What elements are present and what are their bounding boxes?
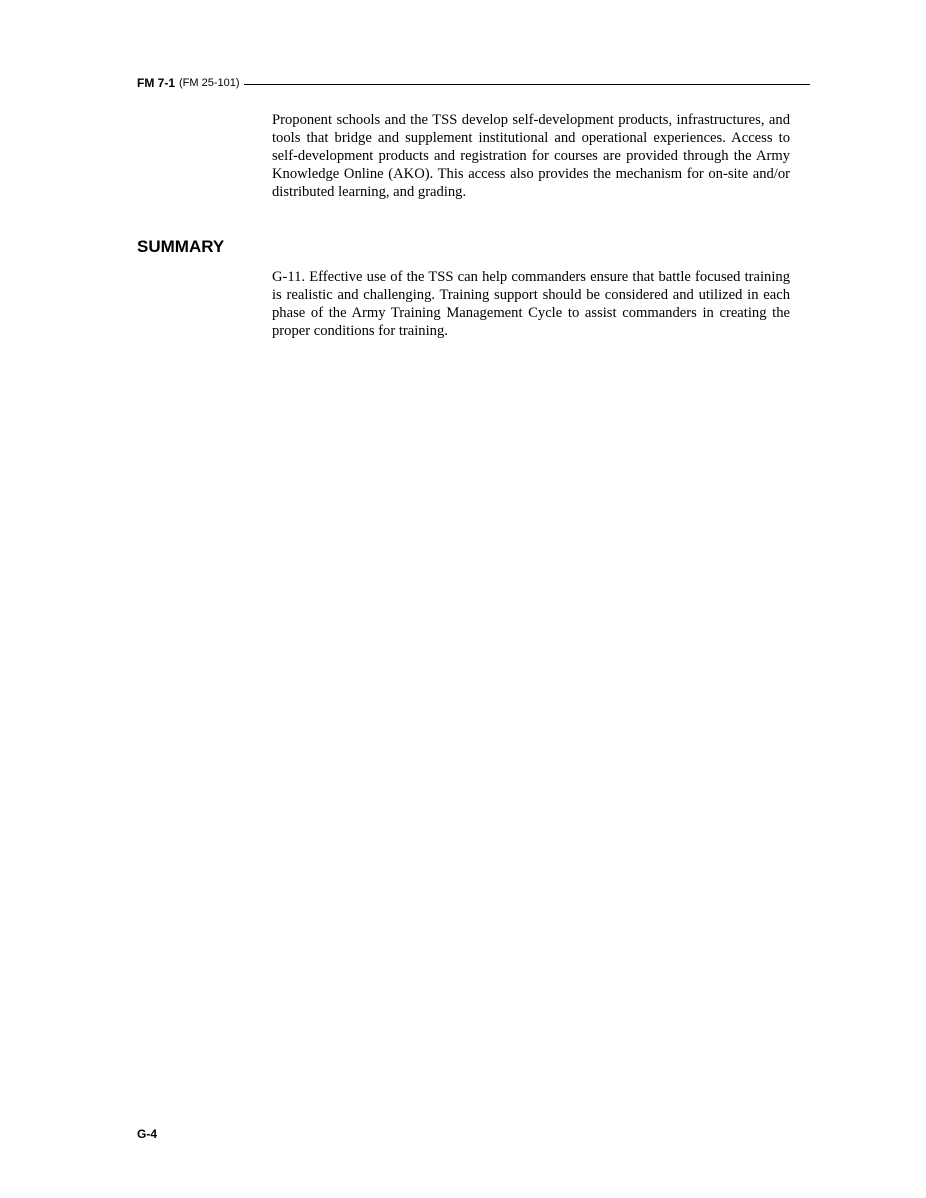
paragraph-g-11: G-11. Effective use of the TSS can help commanders ensure that battle focused training is realistic and challenging. Training support should be considered and utilized in each phase of the Army Training Management Cycle to assist commanders in creating the proper conditions for training. (272, 269, 790, 339)
page-number: G-4 (137, 1127, 158, 1141)
publication-number: FM 7-1 (137, 76, 176, 90)
paragraph-self-development: Proponent schools and the TSS develop self-development products, infrastructures, and tools that bridge and supplement institutional and operational experiences. Access to self-development products and registration for courses are provided through the Army Knowledge Online (AKO). This access also provides the mechanism for on-site and/or distributed learning, and grading. (272, 112, 790, 200)
running-header (137, 72, 810, 90)
superseded-publication: (FM 25-101) (179, 77, 240, 89)
header-rule (244, 84, 810, 85)
section-heading-summary: SUMMARY (137, 237, 225, 256)
